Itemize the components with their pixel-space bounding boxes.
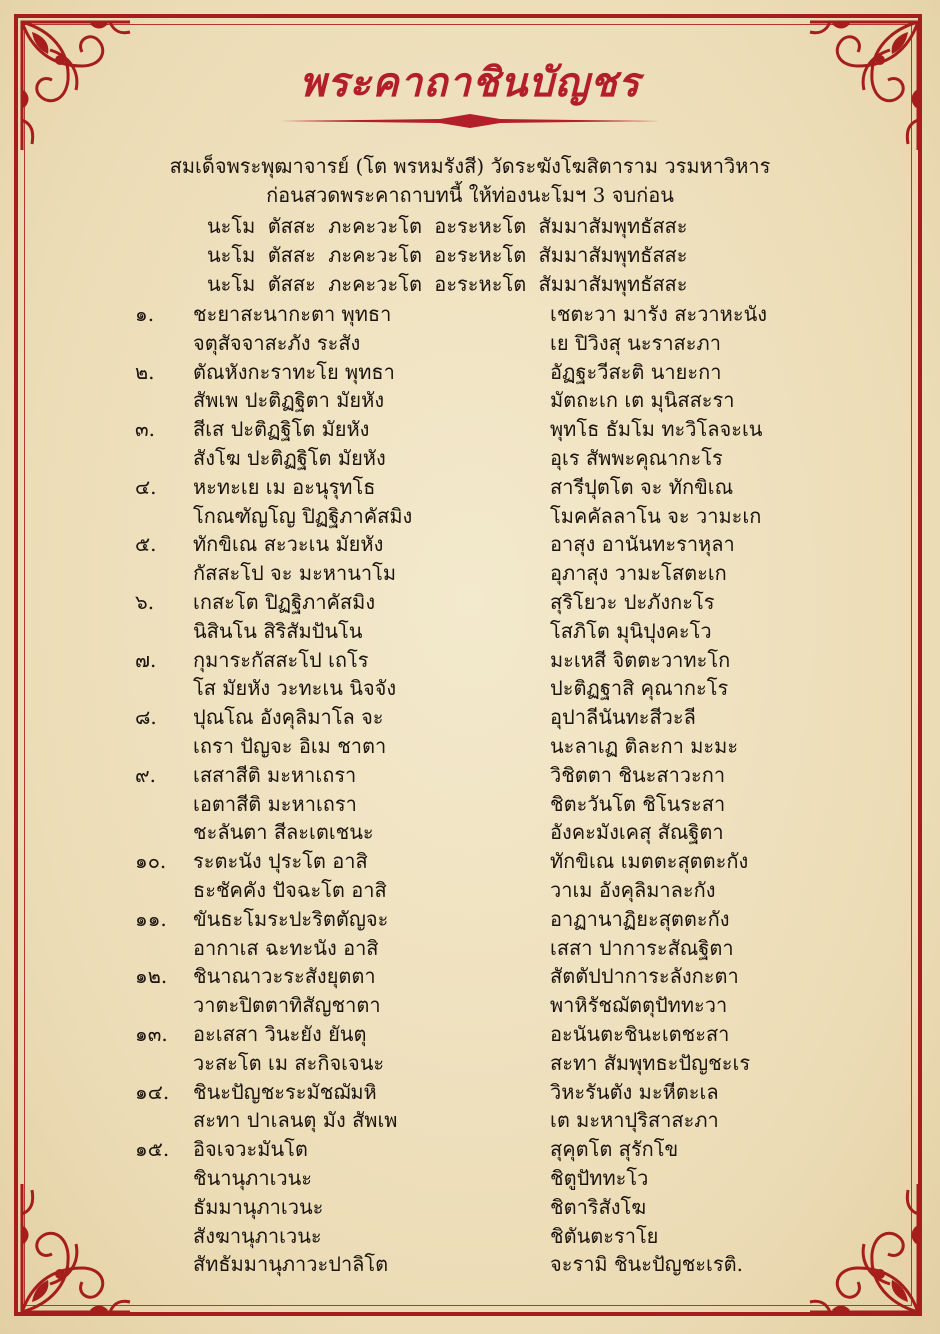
verse-right-line: วิชิตตา ชินะสาวะกา [550, 762, 726, 787]
verse-left-line: ชินานุภาเวนะ [193, 1166, 313, 1190]
namo-line: นะโม ตัสสะ ภะคะวะโต อะระหะโต สัมมาสัมพุทธัสสะ [207, 214, 688, 238]
verse-left-line: กุมาระกัสสะโป เถโร [193, 647, 369, 672]
verse-right-line: สัตตัปปาการะลังกะตา [550, 964, 739, 989]
namo-line: นะโม ตัสสะ ภะคะวะโต อะระหะโต สัมมาสัมพุทธัสสะ [207, 272, 688, 296]
verse-left-line: ปุณโณ อังคุลิมาโล จะ [193, 705, 384, 730]
verse-right-line: พุทโธ ธัมโม ทะวิโลจะเน [550, 417, 763, 442]
verse-number: ๒. [135, 359, 155, 384]
namo-line: นะโม ตัสสะ ภะคะวะโต อะระหะโต สัมมาสัมพุทธัสสะ [207, 243, 688, 267]
verse-right-line: พาหิรัชฌัตตุปัททะวา [550, 993, 728, 1018]
verse-right-line: นะลาเฏ ติละกา มะมะ [550, 734, 739, 758]
verse-right-line: อาสุง อานันทะราหุลา [550, 532, 735, 557]
verse-number: ๓. [135, 417, 156, 442]
verse-right-line: เย ปิวิงสุ นะราสะภา [550, 330, 721, 355]
verse-number: ๔. [135, 474, 157, 499]
verse-right-line: ปะติฏฐาสิ คุณากะโร [550, 676, 729, 701]
verse-row [0, 1133, 940, 1162]
verse-right-line: อุภาสุง วามะโสตะเก [550, 561, 727, 586]
verse-left-line: ธัมมานุภาเวนะ [193, 1194, 324, 1219]
verse-left-line: เสสาสีติ มะหาเถรา [193, 762, 357, 787]
verse-number: ๘. [135, 705, 157, 730]
verse-left-line: กัสสะโป จะ มะหานาโม [193, 561, 397, 586]
verse-left-line: สัทธัมมานุภาวะปาลิโต [193, 1252, 389, 1277]
verse-row [0, 298, 940, 327]
verse-left-line: ทักขิเณ สะวะเน มัยหัง [193, 532, 384, 557]
verse-left-line: อะเสสา วินะยัง ยันตุ [193, 1022, 367, 1046]
verse-row [0, 528, 940, 557]
verse-number: ๑๐. [135, 849, 167, 874]
verse-left-line: สังโฆ ปะติฏฐิโต มัยหัง [193, 446, 386, 470]
verse-row [0, 1248, 940, 1277]
verse-left-line: ชะลันตา สีละเตเชนะ [193, 820, 374, 845]
verse-number: ๑๓. [135, 1022, 168, 1046]
verse-number: ๕. [135, 532, 157, 557]
verse-row [0, 1191, 940, 1220]
verse-row [0, 1162, 940, 1191]
verse-row [0, 586, 940, 615]
verse-row [0, 874, 940, 903]
verse-row [0, 960, 940, 989]
verse-right-line: จะรามิ ชินะปัญชะเรติ. [550, 1252, 743, 1277]
verse-left-line: เถรา ปัญจะ อิเม ชาตา [193, 734, 387, 758]
verse-left-line: เกสะโต ปิฏฐิภาคัสมิง [193, 590, 376, 614]
verse-right-line: วิหะรันตัง มะหีตะเล [550, 1079, 719, 1104]
verse-left-line: ชินะปัญชะระมัชฌัมหิ [193, 1079, 377, 1104]
verse-row [0, 759, 940, 788]
verse-row [0, 327, 940, 356]
verse-number: ๗. [135, 647, 157, 672]
title-divider [280, 114, 660, 128]
verse-left-line: โส มัยหัง วะทะเน นิจจัง [193, 676, 397, 701]
verse-row [0, 1220, 940, 1249]
verse-right-line: วาเม อังคุลิมาละกัง [550, 878, 716, 902]
verse-right-line: ชิตูปัททะโว [550, 1166, 649, 1190]
verse-right-line: เชตะวา มารัง สะวาหะนัง [550, 302, 768, 326]
verse-right-line: อัฏฐะวีสะติ นายะกา [550, 359, 722, 384]
verse-row [0, 903, 940, 932]
verse-row [0, 1104, 940, 1133]
verse-left-line: หะทะเย เม อะนุรุทโธ [193, 474, 376, 499]
verse-right-line: อะนันตะชินะเตชะสา [550, 1022, 730, 1046]
verse-right-line: สะทา สัมพุทธะปัญชะเร [550, 1050, 751, 1075]
verse-right-line: อุปาลีนันทะสีวะลี [550, 705, 696, 730]
verse-row [0, 1018, 940, 1047]
verse-right-line: สุคุตโต สุรักโข [550, 1137, 679, 1162]
verse-row [0, 788, 940, 817]
verse-right-line: มะเหสี จิตตะวาทะโก [550, 647, 731, 672]
verse-left-line: ธะชัคคัง ปัจฉะโต อาสิ [193, 878, 387, 902]
verse-left-line: วะสะโต เม สะกิจเจนะ [193, 1050, 385, 1075]
verse-left-line: ชินาณาวะระสังยุตตา [193, 964, 376, 989]
verse-right-line: อาฏานาฏิยะสุตตะกัง [550, 906, 730, 931]
verse-left-line: อิจเจวะมันโต [193, 1137, 308, 1162]
verse-right-line: สุริโยวะ ปะภังกะโร [550, 590, 715, 614]
verse-number: ๑๑. [135, 906, 167, 931]
verse-left-line: สัพเพ ปะติฏฐิตา มัยหัง [193, 388, 385, 413]
verse-right-line: ทักขิเณ เมตตะสุตตะกัง [550, 849, 749, 874]
verse-right-line: ชิตะวันโต ชิโนระสา [550, 791, 726, 816]
intro-block [0, 152, 940, 210]
verse-row [0, 471, 940, 500]
verse-left-line: จตุสัจจาสะภัง ระสัง [193, 330, 361, 355]
intro-line: ก่อนสวดพระคาถาบทนี้ ให้ท่องนะโมฯ 3 จบก่อน [266, 183, 674, 207]
verse-row [0, 932, 940, 961]
verse-left-line: เอตาสีติ มะหาเถรา [193, 791, 357, 816]
verse-left-line: ตัณหังกะราทะโย พุทธา [193, 359, 395, 384]
verse-left-line: ระตะนัง ปุระโต อาสิ [193, 849, 368, 874]
verse-row [0, 701, 940, 730]
verse-number: ๙. [135, 762, 157, 787]
verse-number: ๑๔. [135, 1079, 170, 1104]
verse-right-line: โสภิโต มุนิปุงคะโว [550, 618, 712, 643]
verse-left-line: วาตะปิตตาทิสัญชาตา [193, 993, 381, 1018]
verse-right-line: เต มะหาปุริสาสะภา [550, 1108, 719, 1133]
verse-left-line: สังฆานุภาเวนะ [193, 1223, 322, 1248]
verse-right-line: มัตถะเก เต มุนิสสะรา [550, 388, 735, 413]
verse-number: ๑. [135, 302, 155, 326]
verse-row [0, 384, 940, 413]
verse-row [0, 442, 940, 471]
verse-row [0, 672, 940, 701]
verse-right-line: อุเร สัพพะคุณากะโร [550, 446, 723, 470]
verse-left-line: ขันธะโมระปะริตตัญจะ [193, 906, 389, 931]
verse-right-line: ชิตันตะราโย [550, 1223, 659, 1248]
verse-row [0, 1076, 940, 1105]
verse-row [0, 1047, 940, 1076]
verse-row [0, 644, 940, 673]
verse-row [0, 989, 940, 1018]
verse-number: ๖. [135, 590, 155, 614]
verse-number: ๑๒. [135, 964, 168, 989]
verse-row [0, 845, 940, 874]
verse-left-line: สะทา ปาเลนตุ มัง สัพเพ [193, 1108, 398, 1133]
verse-left-line: สีเส ปะติฏฐิโต มัยหัง [193, 417, 370, 442]
verse-right-line: ชิตาริสังโฆ [550, 1194, 647, 1219]
intro-line: สมเด็จพระพุฒาจารย์ (โต พรหมรังสี) วัดระฆังโฆสิตาราม วรมหาวิหาร [169, 154, 771, 178]
verse-row [0, 557, 940, 586]
verse-right-line: สารีปุตโต จะ ทักขิเณ [550, 474, 734, 499]
verse-row [0, 816, 940, 845]
verse-row [0, 356, 940, 385]
verse-row [0, 615, 940, 644]
verse-left-line: อากาเส ฉะทะนัง อาสิ [193, 935, 379, 960]
verse-right-line: โมคคัลลาโน จะ วามะเก [550, 503, 762, 528]
verse-right-line: เสสา ปาการะสัณฐิตา [550, 935, 734, 960]
verse-left-line: นิสินโน สิริสัมปันโน [193, 618, 363, 643]
verse-right-line: อังคะมังเคสุ สัณฐิตา [550, 820, 724, 845]
verse-row [0, 500, 940, 529]
verse-row [0, 730, 940, 759]
verse-number: ๑๕. [135, 1137, 170, 1162]
verse-left-line: โกณฑัญโญ ปิฏฐิภาคัสมิง [193, 503, 413, 528]
verse-row [0, 413, 940, 442]
page-title: พระคาถาชินบัญชร [299, 59, 641, 106]
verse-left-line: ชะยาสะนากะตา พุทธา [193, 302, 392, 326]
